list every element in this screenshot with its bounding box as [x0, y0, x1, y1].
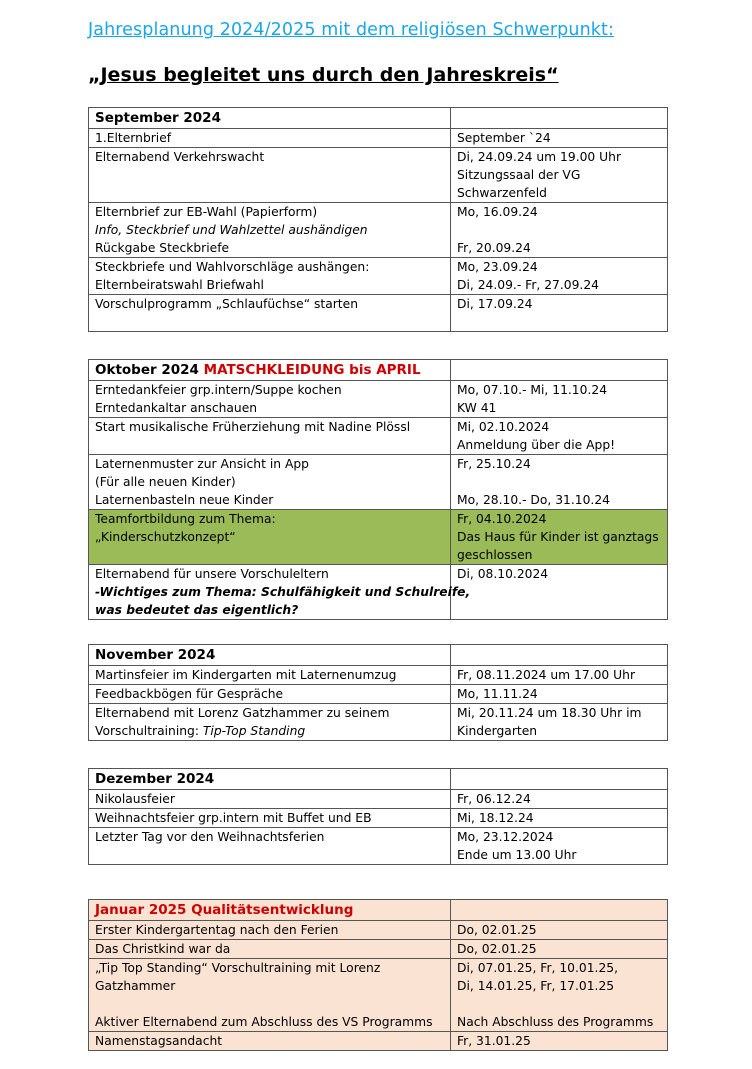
event-label: Steckbriefe und Wahlvorschläge aushängen: — [95, 260, 370, 274]
event-date: Di, 24.09.24 um 19.00 Uhr — [457, 150, 622, 164]
table-row — [89, 666, 668, 685]
event-label: Laternenmuster zur Ansicht in App — [95, 457, 309, 471]
event-label: Info, Steckbrief und Wahlzettel aushändigen — [95, 223, 368, 237]
event-date: September `24 — [457, 131, 551, 145]
table-row — [89, 828, 668, 865]
event-label: Martinsfeier im Kindergarten mit Laternenumzug — [95, 668, 397, 682]
event-label: Rückgabe Steckbriefe — [95, 241, 230, 255]
event-date: Di, 07.01.25, Fr, 10.01.25, — [457, 961, 619, 975]
table-header-row — [89, 360, 668, 381]
table-row — [89, 704, 668, 741]
table-row-highlighted — [89, 510, 668, 565]
event-label: Gatzhammer — [95, 979, 176, 993]
event-date: Mo, 16.09.24 — [457, 205, 538, 219]
event-label: Elternabend für unsere Vorschuleltern — [95, 567, 329, 581]
event-label: Laternenbasteln neue Kinder — [95, 493, 274, 507]
event-date: KW 41 — [457, 401, 497, 415]
event-note: Ende um 13.00 Uhr — [457, 848, 577, 862]
event-date: Mo, 11.11.24 — [457, 687, 538, 701]
event-date: Fr, 31.01.25 — [457, 1034, 531, 1048]
event-label: Vorschultraining: Tip-Top Standing — [95, 724, 306, 738]
table-row — [89, 455, 668, 510]
event-date: Do, 02.01.25 — [457, 923, 537, 937]
event-date: Mo, 23.09.24 — [457, 260, 538, 274]
event-date: Mi, 02.10.2024 — [457, 420, 550, 434]
event-label: was bedeutet das eigentlich? — [95, 603, 299, 617]
event-label: Namenstagsandacht — [95, 1034, 223, 1048]
event-date: Mo, 28.10.- Do, 31.10.24 — [457, 493, 610, 507]
event-label: Elternabend mit Lorenz Gatzhammer zu seinem — [95, 706, 390, 720]
table-row — [89, 921, 668, 940]
table-row — [89, 959, 668, 1032]
table-september — [88, 107, 668, 332]
month-header: Oktober 2024 MATSCHKLEIDUNG bis APRIL — [89, 360, 451, 381]
table-row — [89, 129, 668, 148]
event-date: Mo, 07.10.- Mi, 11.10.24 — [457, 383, 608, 397]
event-location: Sitzungssaal der VG — [457, 168, 581, 182]
event-location: Schwarzenfeld — [457, 186, 547, 200]
table-row — [89, 1032, 668, 1051]
event-label: Elternbrief zur EB-Wahl (Papierform) — [95, 205, 318, 219]
event-date: Di, 08.10.2024 — [457, 567, 549, 581]
table-row — [89, 790, 668, 809]
table-row — [89, 565, 668, 620]
event-note: Anmeldung über die App! — [457, 438, 616, 452]
table-januar — [88, 899, 668, 1051]
event-date: Mi, 18.12.24 — [457, 811, 534, 825]
header-highlight: MATSCHKLEIDUNG bis APRIL — [203, 362, 421, 378]
event-label: Erntedankfeier grp.intern/Suppe kochen — [95, 383, 342, 397]
event-date: Do, 02.01.25 — [457, 942, 537, 956]
event-date: Fr, 06.12.24 — [457, 792, 531, 806]
table-row — [89, 685, 668, 704]
table-dezember — [88, 768, 668, 865]
table-row — [89, 295, 668, 332]
table-row — [89, 258, 668, 295]
event-label: Erster Kindergartentag nach den Ferien — [95, 923, 339, 937]
event-date: Fr, 20.09.24 — [457, 241, 531, 255]
event-label: Teamfortbildung zum Thema: — [95, 512, 276, 526]
event-date: Di, 17.09.24 — [457, 297, 533, 311]
table-row — [89, 809, 668, 828]
event-label: Elternbeiratswahl Briefwahl — [95, 278, 264, 292]
event-label: -Wichtiges zum Thema: Schulfähigkeit und Schulreife, — [95, 585, 471, 599]
event-label: Start musikalische Früherziehung mit Nadine Plössl — [95, 420, 411, 434]
event-date: Mo, 23.12.2024 — [457, 830, 554, 844]
event-date: Fr, 04.10.2024 — [457, 512, 547, 526]
event-label: Feedbackbögen für Gespräche — [95, 687, 284, 701]
event-location: Kindergarten — [457, 724, 538, 738]
event-date: Mi, 20.11.24 um 18.30 Uhr im — [457, 706, 642, 720]
table-header-row — [89, 900, 668, 921]
event-label: Weihnachtsfeier grp.intern mit Buffet und EB — [95, 811, 372, 825]
event-date: Fr, 08.11.2024 um 17.00 Uhr — [457, 668, 636, 682]
month-header: September 2024 — [89, 108, 451, 129]
table-row — [89, 940, 668, 959]
month-header: Januar 2025 Qualitätsentwicklung — [89, 900, 451, 921]
event-label: Vorschulprogramm „Schlaufüchse“ starten — [95, 297, 358, 311]
event-label: Aktiver Elternabend zum Abschluss des VS Programms — [95, 1015, 433, 1029]
event-label: 1.Elternbrief — [95, 131, 172, 145]
table-header-row — [89, 108, 668, 129]
event-note: Nach Abschluss des Programms — [457, 1015, 654, 1029]
event-label: (Für alle neuen Kinder) — [95, 475, 236, 489]
event-label: Erntedankaltar anschauen — [95, 401, 258, 415]
event-label: Nikolausfeier — [95, 792, 175, 806]
event-date: Di, 24.09.- Fr, 27.09.24 — [457, 278, 599, 292]
event-date: Fr, 25.10.24 — [457, 457, 531, 471]
table-row — [89, 418, 668, 455]
table-header-row — [89, 769, 668, 790]
table-oktober — [88, 359, 668, 620]
page-subtitle: „Jesus begleitet uns durch den Jahreskreis“ — [88, 64, 559, 86]
event-label: Das Christkind war da — [95, 942, 231, 956]
page-title: Jahresplanung 2024/2025 mit dem religiösen Schwerpunkt: — [88, 20, 614, 40]
table-row — [89, 381, 668, 418]
table-november — [88, 644, 668, 741]
event-label: „Kinderschutzkonzept“ — [95, 530, 236, 544]
month-header: Dezember 2024 — [89, 769, 451, 790]
event-label: Elternabend Verkehrswacht — [95, 150, 265, 164]
event-note: geschlossen — [457, 548, 533, 562]
table-header-row — [89, 645, 668, 666]
event-note: Das Haus für Kinder ist ganztags — [457, 530, 659, 544]
month-header: November 2024 — [89, 645, 451, 666]
table-row — [89, 203, 668, 258]
event-date: Di, 14.01.25, Fr, 17.01.25 — [457, 979, 615, 993]
table-row — [89, 148, 668, 203]
event-label: „Tip Top Standing“ Vorschultraining mit Lorenz — [95, 961, 381, 975]
event-label: Letzter Tag vor den Weihnachtsferien — [95, 830, 325, 844]
